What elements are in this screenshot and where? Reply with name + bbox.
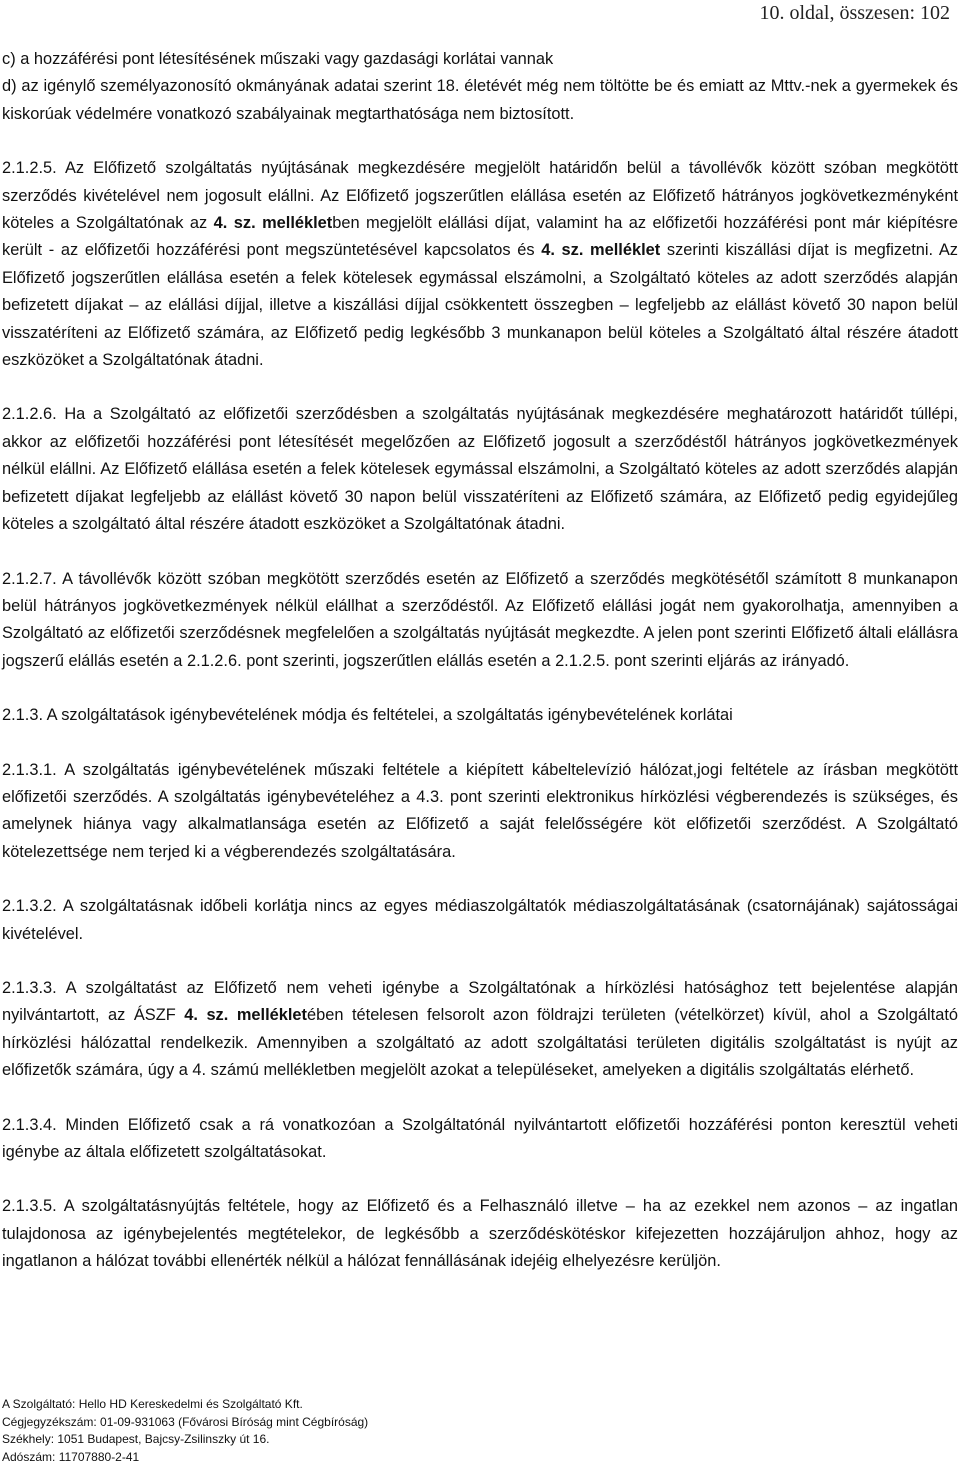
section-2-1-3-1: 2.1.3.1. A szolgáltatás igénybevételének műszaki feltétele a kiépített kábeltelevízió hálózat,jogi feltétele az írásban megkötött előfizetői szerződés. A szolgáltatás igénybevételéhez a 4.3. pont szerinti elektronikus hírközlési végberendezés is szükséges, és amelynek hiánya vagy alkalmatlansága esetén az Előfizető a saját felelősségére köt előfizetői szerződést. A Szolgáltató kötelezettsége nem terjed ki a végberendezés szolgáltatására.	[2, 760, 958, 861]
page-number-header: 10. oldal, összesen: 102	[759, 2, 950, 24]
section-2-1-2-5	[2, 155, 958, 374]
section-2-1-2-6: 2.1.2.6. Ha a Szolgáltató az előfizetői szerződésben a szolgáltatás nyújtásának megkezdésére meghatározott határidőt túllépi, akkor az előfizetői hozzáférési pont létesítését megelőzően az Előfizető jogosult a szerződéstől hátrányos jogkövetkezmények nélkül elállni. Az Előfizető elállása esetén a felek kötelesek egymással elszámolni, a Szolgáltató köteles az adott szerződés alapján befizetett díjakat legfeljebb az elállást követő 30 napon belül visszatéríteni az Előfizető számára, az Előfizető pedig egyidejűleg köteles a szolgáltató által részére átadott eszközöket a Szolgáltatónak átadni.	[2, 405, 958, 534]
annex-reference: 4. sz. melléklet	[213, 214, 333, 233]
section-2-1-3-5: 2.1.3.5. A szolgáltatásnyújtás feltétele, hogy az Előfizető és a Felhasználó illetve – ha az ezekkel nem azonos – az ingatlan tulajdonosa az igénybejelentés megtételekor, de legkésőbb a szerződéskötéskor kifejezetten hozzájáruljon ahhoz, hogy az ingatlanon a hálózat további ellenérték nélkül a hálózat fennállásának idejéig elhelyezésre kerüljön.	[2, 1197, 958, 1271]
section-2-1-3-heading: 2.1.3. A szolgáltatások igénybevételének módja és feltételei, a szolgáltatás igénybevételének korlátai	[2, 706, 733, 725]
section-2-1-2-7: 2.1.2.7. A távollévők között szóban megkötött szerződés esetén az Előfizető a szerződés megkötésétől számított 8 munkanapon belül hátrányos jogkövetkezmények nélkül elállhat a szerződéstől. Az Előfizető elállási jogát nem gyakorolhatja, amennyiben a Szolgáltató az előfizetői szerződésnek megfelelően a szolgáltatás nyújtását megkezdte. A jelen pont szerinti Előfizető általi elállásra jogszerű elállás esetén a 2.1.2.6. pont szerinti, jogszerűtlen elállás esetén a 2.1.2.5. pont szerinti eljárás az irányadó.	[2, 569, 958, 670]
document-body	[2, 46, 958, 1303]
paragraph-c: c) a hozzáférési pont létesítésének műszaki vagy gazdasági korlátai vannak	[2, 50, 554, 68]
annex-reference: 4. sz. melléklet	[184, 1006, 307, 1025]
footer-registration-number: Cégjegyzékszám: 01-09-931063 (Fővárosi Bíróság mint Cégbíróság)	[2, 1414, 369, 1429]
company-footer	[2, 1396, 368, 1466]
section-2-1-3-4: 2.1.3.4. Minden Előfizető csak a rá vonatkozóan a Szolgáltatónál nyilvántartott előfizetői hozzáférési ponton keresztül veheti igénybe az általa előfizetett szolgáltatásokat.	[2, 1115, 958, 1161]
paragraph-d: d) az igénylő személyazonosító okmányának adatai szerint 18. életévét még nem töltötte be és emiatt az Mttv.-nek a gyermekek és kiskorúak védelmére vonatkozó szabályainak megtarthatósága nem biztosított.	[2, 77, 958, 123]
section-text: szerinti kiszállási díjat is megfizetni. Az Előfizető jogszerűtlen elállása esetén a felek kötelesek egymással elszámolni, a Szolgáltató köteles az adott szerződés alapján befizetett díjakat – az elállási díjjal, illetve a kiszállási díjjal csökkentett összegben – legfeljebb az elállást követő 30 napon belül visszatéríteni az Előfizető számára, az Előfizető pedig legkésőbb 3 munkanapon belül köteles a Szolgáltató által részére átadott eszközöket a Szolgáltatónak átadni.	[2, 241, 958, 370]
section-text: 2.1.3.3. A szolgáltatást az Előfizető nem veheti igénybe a Szolgáltatónak a hírközlési hatósághoz tett bejelentése alapján nyilvántartott, az ÁSZF	[2, 978, 958, 1025]
footer-company-name: A Szolgáltató: Hello HD Kereskedelmi és Szolgáltató Kft.	[2, 1397, 303, 1411]
section-text: ében tételesen felsorolt azon földrajzi területen (vételkörzet) kívül, ahol a Szolgáltató hírközlési hálózattal rendelkezik. Amennyiben a szolgáltató az adott szolgáltatási területen digitális szolgáltatást is nyújt az előfizetők számára, úgy a 4. számú mellékletben megjelölt azokat a településeket, amelyeken a digitális szolgáltatás elérhető.	[2, 1006, 958, 1080]
section-2-1-3-3	[2, 975, 958, 1085]
section-2-1-3-2: 2.1.3.2. A szolgáltatásnak időbeli korlátja nincs az egyes médiaszolgáltatók médiaszolgáltatásának (csatornájának) sajátosságai kivételével.	[2, 897, 958, 943]
section-text: ben megjelölt elállási díjat, valamint ha az előfizetői hozzáférési pont már kiépítésre került - az előfizetői hozzáférési pont megszüntetésével kapcsolatos és	[2, 214, 958, 260]
footer-tax-number: Adószám: 11707880-2-41	[2, 1449, 140, 1464]
section-text: 2.1.2.5. Az Előfizető szolgáltatás nyújtásának megkezdésére megjelölt határidőn belül a távollévők között szóban megkötött szerződés kivételével nem jogosult elállni. Az Előfizető jogszerűtlen elállása esetén az Előfizető hátrányos jogkövetkezményként köteles a Szolgáltatónak az	[2, 159, 958, 233]
annex-reference: 4. sz. melléklet	[541, 241, 661, 260]
footer-address: Székhely: 1051 Budapest, Bajcsy-Zsilinszky út 16.	[2, 1432, 270, 1446]
